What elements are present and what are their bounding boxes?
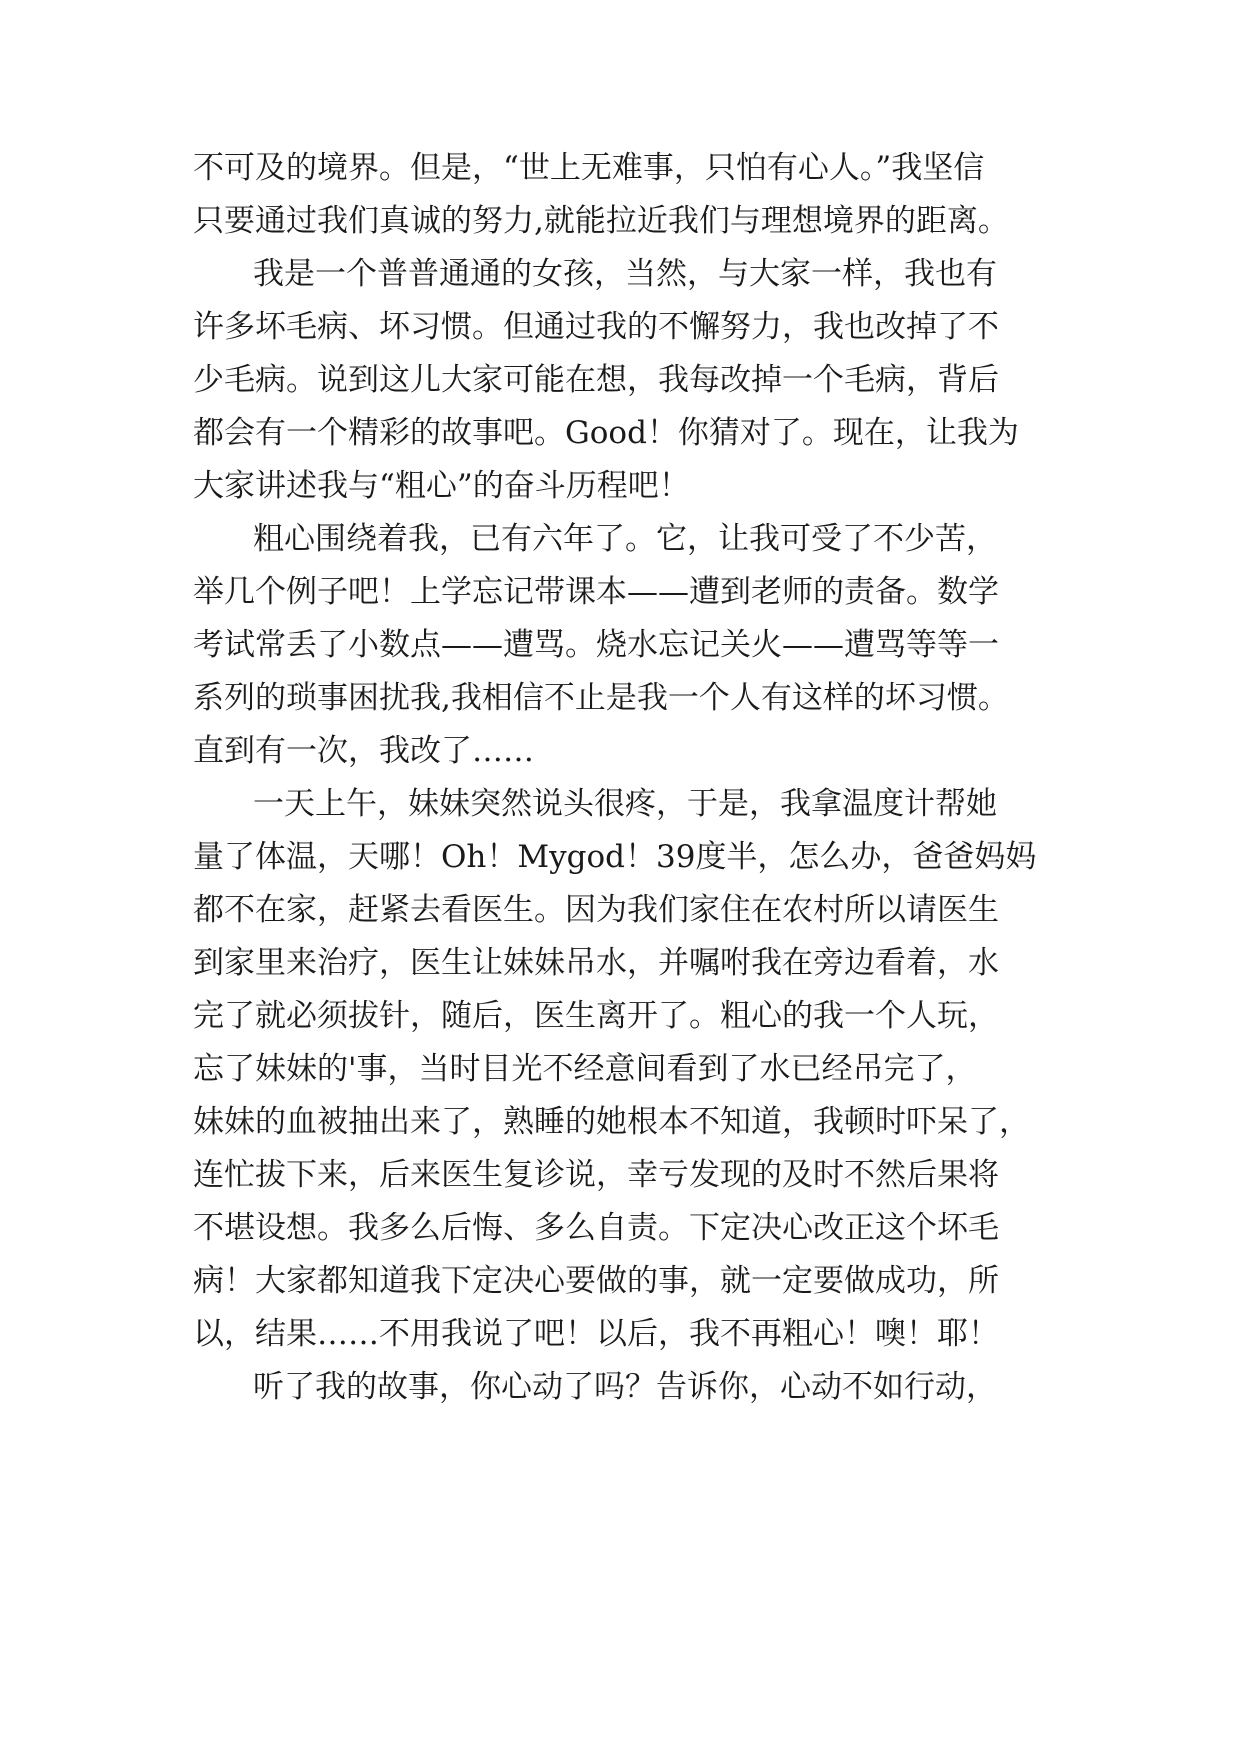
text-line: 大家讲述我与“粗心”的奋斗历程吧！ xyxy=(193,468,690,504)
paragraph-first-line: 粗心围绕着我，已有六年了。它，让我可受了不少苦， xyxy=(253,521,997,557)
text-line: 到家里来治疗，医生让妹妹吊水，并嘱咐我在旁边看着，水 xyxy=(193,945,999,981)
paragraph-first-line: 我是一个普普通通的女孩，当然，与大家一样，我也有 xyxy=(253,256,997,292)
text-line: 少毛病。说到这儿大家可能在想，我每改掉一个毛病，背后 xyxy=(193,362,999,398)
text-line: 妹妹的血被抽出来了，熟睡的她根本不知道，我顿时吓呆了， xyxy=(193,1104,1030,1140)
text-line: 忘了妹妹的'事，当时目光不经意间看到了水已经吊完了， xyxy=(193,1051,977,1087)
text-line: 量了体温，天哪！Oh！Mygod！39度半，怎么办，爸爸妈妈 xyxy=(193,839,1037,875)
paragraph-first-line: 一天上午，妹妹突然说头很疼，于是，我拿温度计帮她 xyxy=(253,786,997,822)
text-line: 系列的琐事困扰我,我相信不止是我一个人有这样的坏习惯。 xyxy=(193,680,1009,716)
text-line: 不堪设想。我多么后悔、多么自责。下定决心改正这个坏毛 xyxy=(193,1210,999,1246)
text-line: 举几个例子吧！上学忘记带课本——遭到老师的责备。数学 xyxy=(193,574,999,610)
text-line: 都不在家，赶紧去看医生。因为我们家住在农村所以请医生 xyxy=(193,892,999,928)
text-line: 许多坏毛病、坏习惯。但通过我的不懈努力，我也改掉了不 xyxy=(193,309,999,345)
text-line: 连忙拔下来，后来医生复诊说，幸亏发现的及时不然后果将 xyxy=(193,1157,999,1193)
text-line: 考试常丢了小数点——遭骂。烧水忘记关火——遭骂等等一 xyxy=(193,627,999,663)
paragraph-first-line: 听了我的故事，你心动了吗？告诉你，心动不如行动， xyxy=(253,1369,997,1405)
text-line: 完了就必须拔针，随后，医生离开了。粗心的我一个人玩， xyxy=(193,998,999,1034)
text-line: 不可及的境界。但是，“世上无难事，只怕有心人。”我坚信 xyxy=(193,150,985,186)
text-line: 直到有一次，我改了…… xyxy=(193,733,534,769)
text-line: 病！大家都知道我下定决心要做的事，就一定要做成功，所 xyxy=(193,1263,999,1299)
text-line: 只要通过我们真诚的努力,就能拉近我们与理想境界的距离。 xyxy=(193,203,1009,239)
text-line: 以，结果……不用我说了吧！以后，我不再粗心！噢！耶！ xyxy=(193,1316,999,1352)
text-line: 都会有一个精彩的故事吧。Good！你猜对了。现在，让我为 xyxy=(193,415,1019,451)
